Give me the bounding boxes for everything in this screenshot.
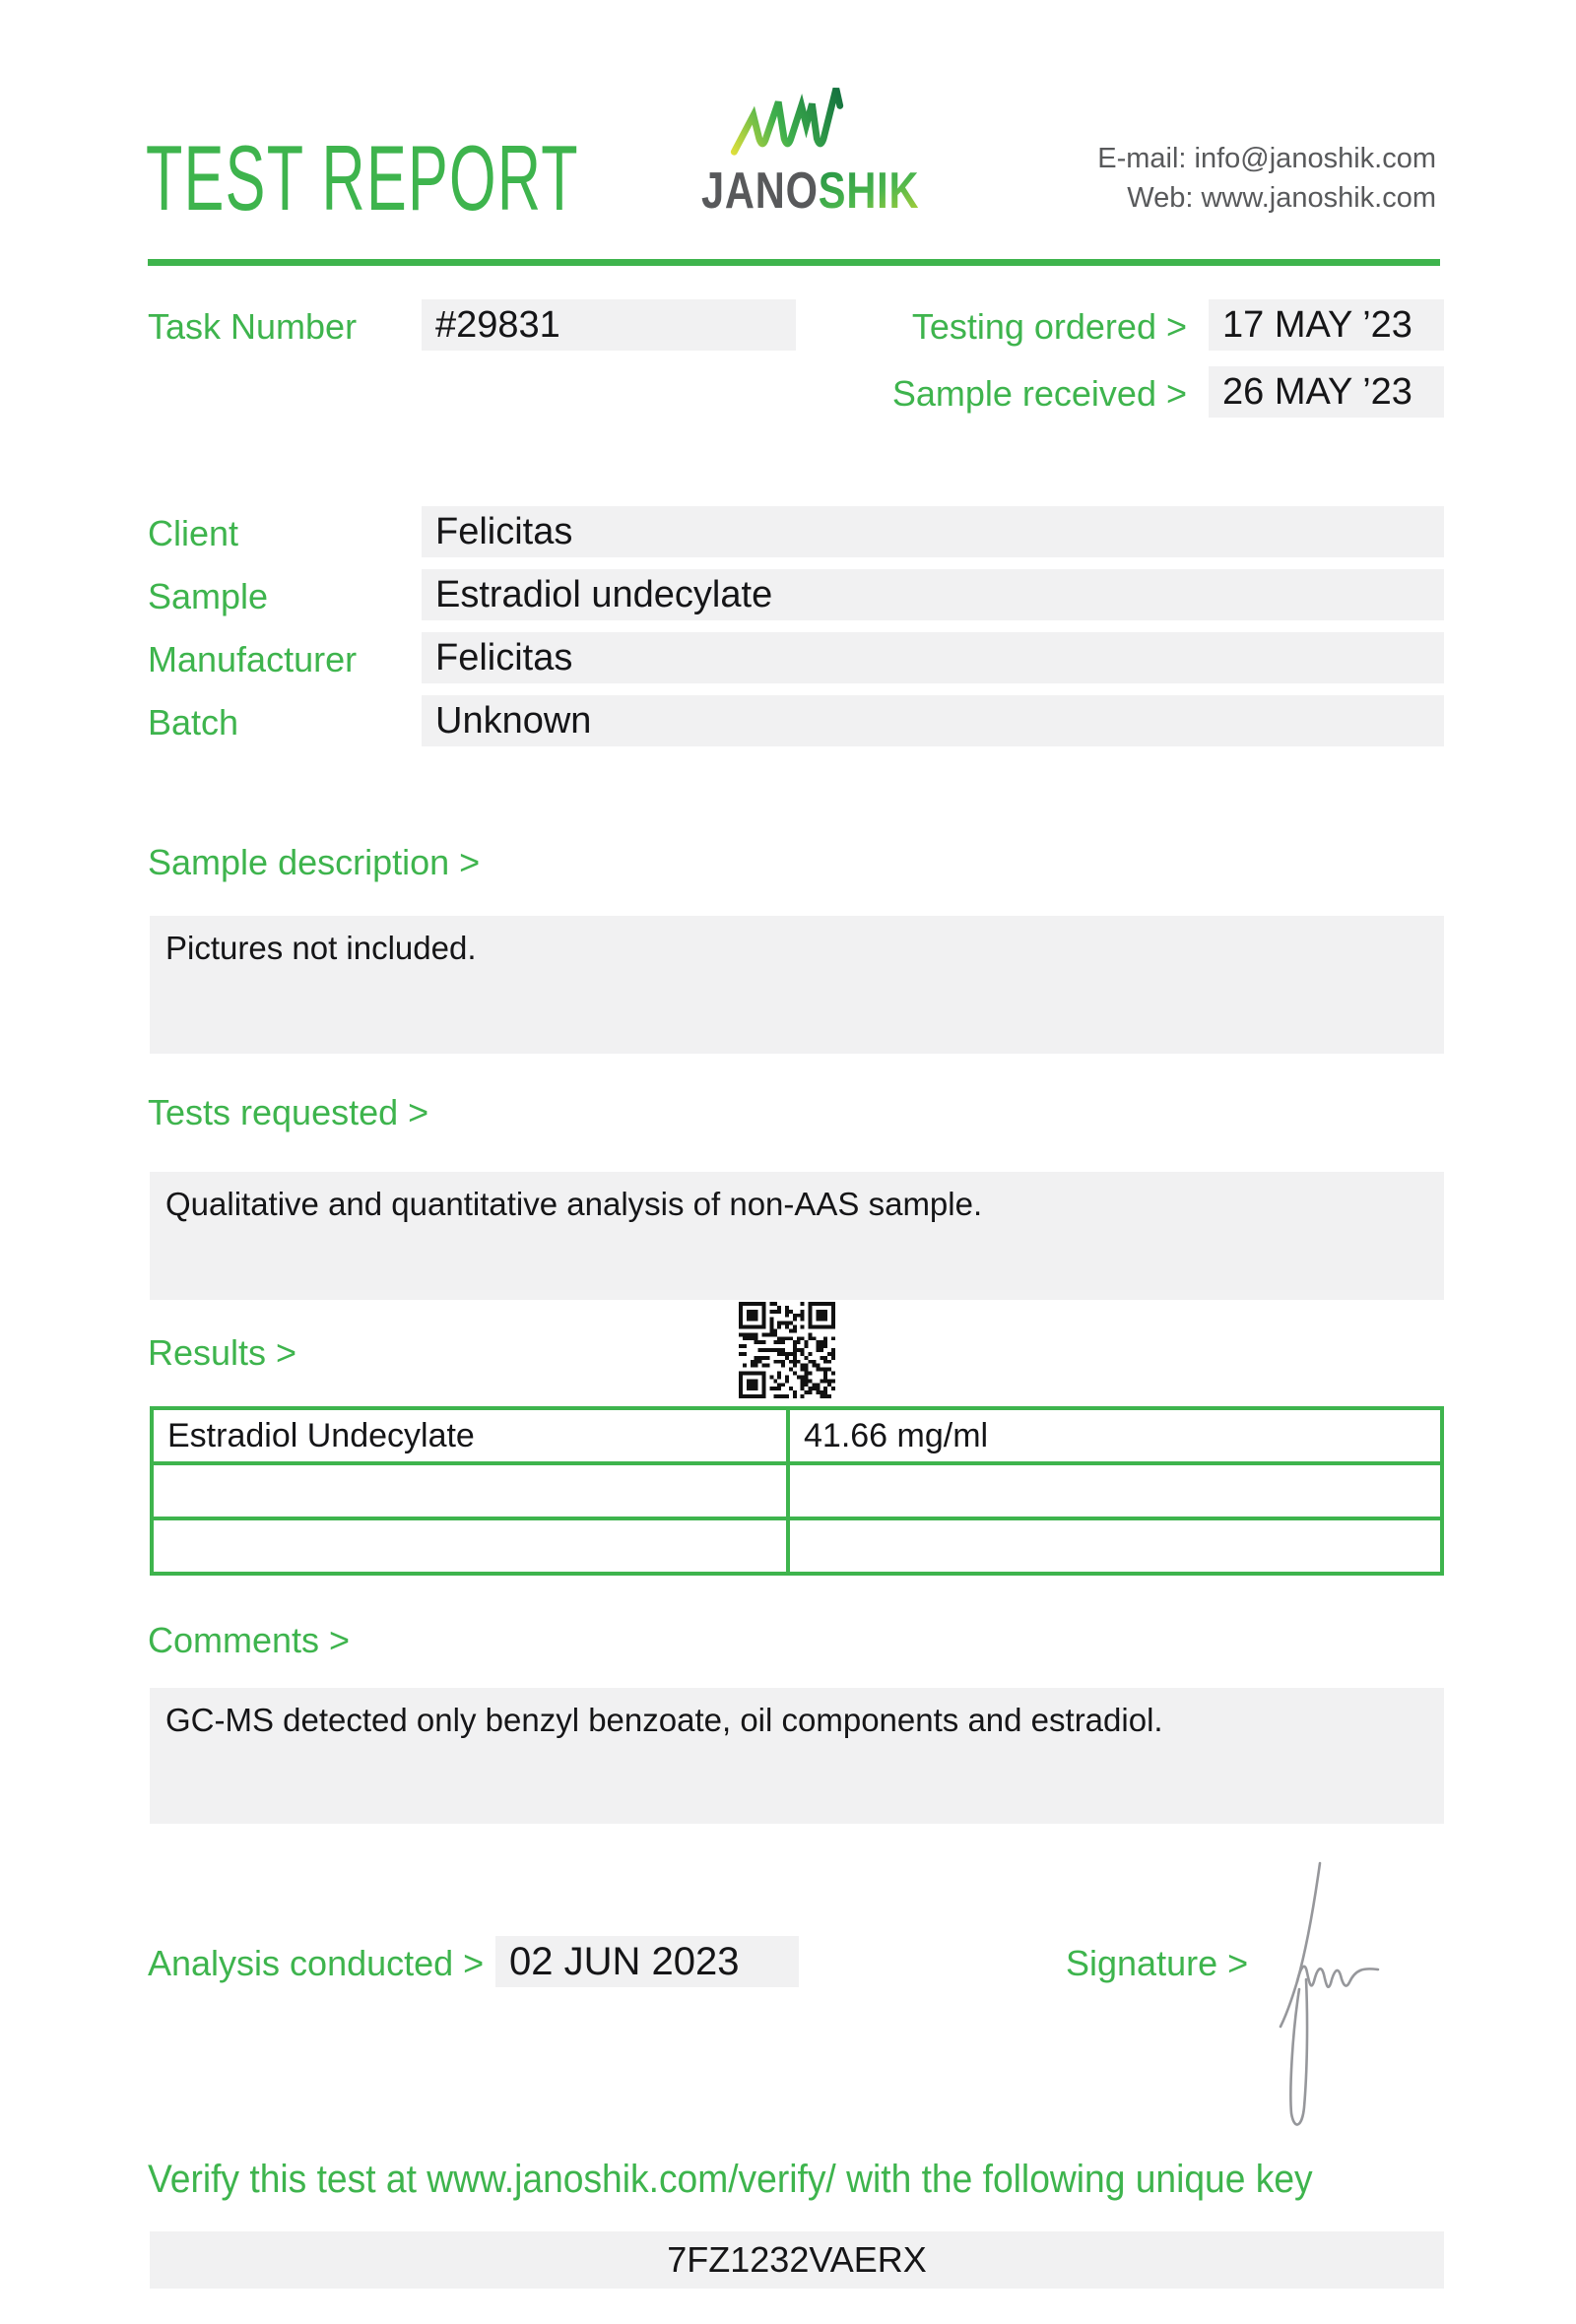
result-name-cell — [154, 1465, 790, 1517]
web-value: www.janoshik.com — [1201, 182, 1436, 214]
tests-requested-box — [150, 1172, 1444, 1300]
table-row — [154, 1410, 1440, 1461]
sample-received-date: 26 MAY ’23 — [1222, 371, 1412, 413]
logo-chart-icon — [730, 81, 846, 163]
analysis-conducted-label: Analysis conducted > — [148, 1943, 485, 1983]
results-table — [150, 1406, 1444, 1576]
client-label: Client — [148, 513, 239, 553]
logo-wordmark — [701, 162, 920, 220]
testing-ordered-box — [1209, 299, 1444, 351]
sample-value: Estradiol undecylate — [435, 574, 773, 615]
header-divider — [148, 259, 1440, 266]
contact-info — [1097, 139, 1436, 218]
testing-ordered-date: 17 MAY ’23 — [1222, 304, 1412, 346]
sample-received-label: Sample received > — [891, 373, 1187, 414]
analysis-date: 02 JUN 2023 — [509, 1940, 740, 1983]
sample-box — [422, 569, 1444, 620]
task-number-label: Task Number — [148, 306, 358, 347]
sample-description-text: Pictures not included. — [165, 930, 477, 966]
sample-description-box — [150, 916, 1444, 1054]
web-label: Web: — [1127, 182, 1194, 214]
signature-icon — [1261, 1812, 1478, 2147]
verify-instruction: Verify this test at www.janoshik.com/verify/ with the following unique key — [148, 2158, 1313, 2201]
unique-key-box — [150, 2231, 1444, 2289]
email-value: info@janoshik.com — [1194, 143, 1436, 174]
tests-requested-text: Qualitative and quantitative analysis of non-AAS sample. — [165, 1186, 983, 1222]
client-value: Felicitas — [435, 511, 573, 552]
result-name-cell: Estradiol Undecylate — [154, 1410, 790, 1461]
manufacturer-value: Felicitas — [435, 637, 573, 678]
batch-label: Batch — [148, 702, 239, 742]
contact-email-line — [1097, 139, 1436, 178]
result-value-cell — [790, 1520, 1440, 1572]
page-title: TEST REPORT — [146, 126, 579, 229]
sample-received-box — [1209, 366, 1444, 418]
tests-requested-heading: Tests requested > — [148, 1092, 429, 1132]
logo — [680, 81, 920, 220]
logo-text-secondary: SHIK — [818, 162, 920, 220]
batch-box — [422, 695, 1444, 746]
contact-web-line — [1097, 178, 1436, 218]
email-label: E-mail: — [1097, 143, 1187, 174]
testing-ordered-label: Testing ordered > — [911, 306, 1187, 347]
table-row — [154, 1517, 1440, 1572]
batch-value: Unknown — [435, 700, 592, 742]
qr-code — [739, 1302, 835, 1398]
manufacturer-label: Manufacturer — [148, 639, 358, 679]
task-number-box — [422, 299, 796, 351]
unique-key: 7FZ1232VAERX — [667, 2239, 927, 2280]
sample-label: Sample — [148, 576, 269, 616]
result-value-cell — [790, 1465, 1440, 1517]
logo-text-primary: JANO — [701, 162, 819, 220]
comments-box — [150, 1688, 1444, 1824]
analysis-date-box — [495, 1936, 799, 1987]
results-heading: Results > — [148, 1332, 297, 1373]
result-value-cell: 41.66 mg/ml — [804, 1417, 989, 1454]
comments-heading: Comments > — [148, 1620, 351, 1660]
table-row — [154, 1461, 1440, 1517]
manufacturer-box — [422, 632, 1444, 683]
task-number-value: #29831 — [435, 304, 560, 346]
signature-label: Signature > — [1066, 1943, 1249, 1983]
result-name-cell — [154, 1520, 790, 1572]
client-box — [422, 506, 1444, 557]
comments-text: GC-MS detected only benzyl benzoate, oil components and estradiol. — [165, 1702, 1163, 1738]
sample-description-heading: Sample description > — [148, 842, 481, 882]
